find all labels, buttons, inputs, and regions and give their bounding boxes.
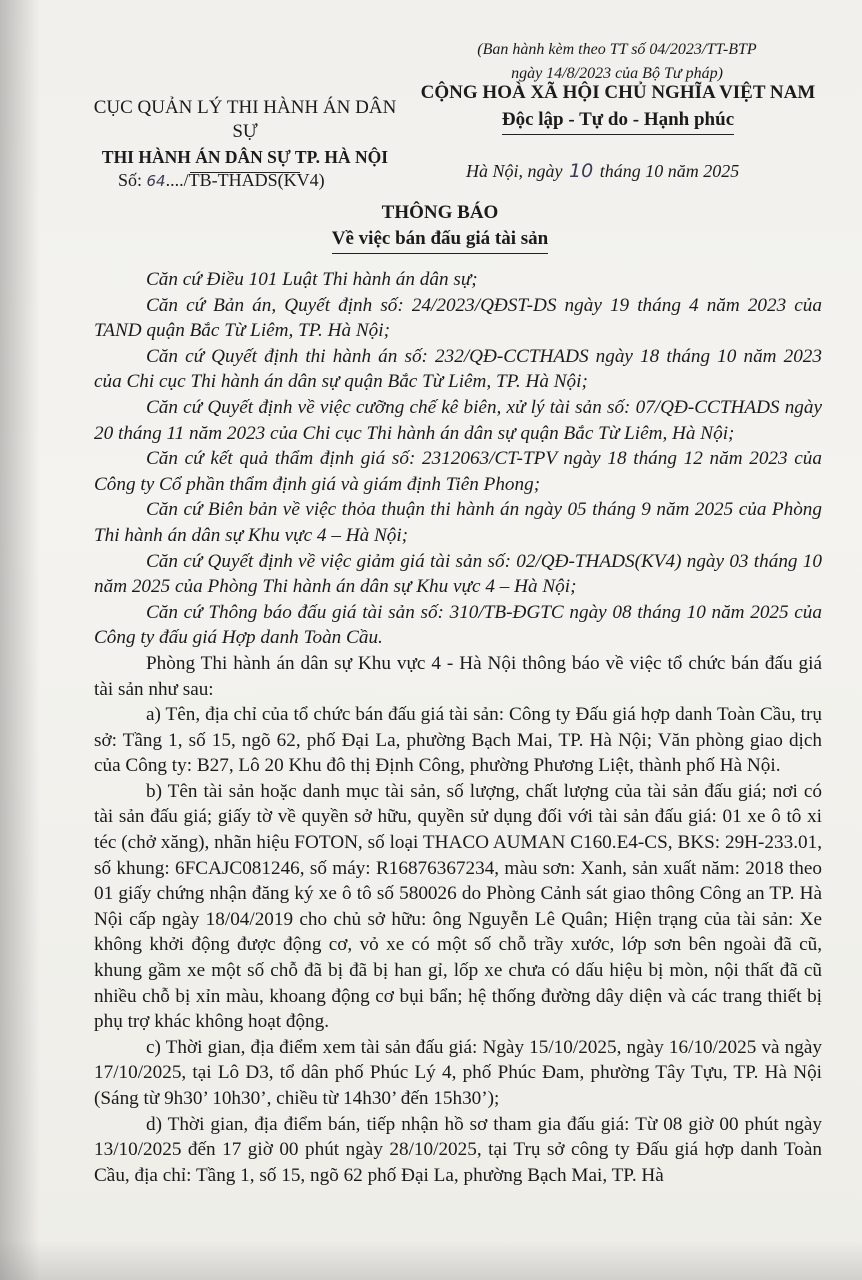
agency-parent-name: CỤC QUẢN LÝ THI HÀNH ÁN DÂN SỰ [93, 97, 397, 142]
handwritten-number: 64 [146, 172, 166, 190]
document-number-prefix: Số: [118, 170, 147, 190]
legal-basis-6: Căn cứ Biên bản về việc thỏa thuận thi hành án ngày 05 tháng 9 năm 2025 của Phòng Thi hành án dân sự Khu vực 4 – Hà Nội; [94, 499, 822, 546]
document-body [94, 267, 822, 1188]
legal-basis-5: Căn cứ kết quả thẩm định giá số: 2312063/CT-TPV ngày 18 tháng 12 năm 2023 của Công ty Cổ phần thẩm định giá và giám định Tiên Phong; [94, 448, 822, 495]
legal-basis-note-line1: (Ban hành kèm theo TT số 04/2023/TT-BTP [477, 41, 757, 58]
legal-basis-1: Căn cứ Điều 101 Luật Thi hành án dân sự; [146, 269, 478, 290]
document-number [118, 170, 325, 191]
item-a: a) Tên, địa chỉ của tổ chức bán đấu giá tài sản: Công ty Đấu giá hợp danh Toàn Cầu, trụ sở: Tầng 1, số 15, ngõ 62, phố Đại La, phường Bạch Mai, TP. Hà Nội; Văn phòng giao dịch của Công ty: B27, Lô 20 Khu đô thị Định Công, phường Phương Liệt, thành phố Hà Nội. [94, 704, 822, 777]
document-title [230, 200, 650, 254]
legal-basis-note-line2: ngày 14/8/2023 của Bộ Tư pháp) [511, 65, 723, 82]
page-bottom-shadow [0, 1240, 862, 1280]
date-prefix: Hà Nội, ngày [466, 161, 567, 181]
item-c: c) Thời gian, địa điểm xem tài sản đấu giá: Ngày 15/10/2025, ngày 16/10/2025 và ngày 17/10/2025, tại Lô D3, tổ dân phố Phúc Lý 4, phố Phúc Đam, phường Tây Tựu, TP. Hà Nội (Sáng từ 9h30’ 10h30’, chiều từ 14h30’ đến 15h30’); [94, 1036, 822, 1109]
item-b: b) Tên tài sản hoặc danh mục tài sản, số lượng, chất lượng của tài sản đấu giá; nơi có tài sản đấu giá; giấy tờ về quyền sở hữu, quyền sử dụng đối với tài sản đấu giá: 01 xe ô tô xi téc (chở xăng), nhãn hiệu FOTON, số loại THACO AUMAN C160.E4-CS, BKS: 29H-233.01, số khung: 6FCAJC081246, số máy: R16876367234, màu sơn: Xanh, sản xuất năm: 2018 theo 01 giấy chứng nhận đăng ký xe ô tô số 580026 do Phòng Cảnh sát giao thông Công an TP. Hà Nội cấp ngày 18/04/2019 cho chủ sở hữu: ông Nguyễn Lê Quân; Hiện trạng của tài sản: Xe không khởi động được động cơ, vỏ xe có một số chỗ trầy xước, lớp sơn bên ngoài đã cũ, khung gầm xe một số chỗ đã bị đã bị han gỉ, lốp xe chưa có dấu hiệu bị mòn, nội thất đã cũ nhiều chỗ bị xỉn màu, khoang động cơ bụi bẩn; hệ thống đường dây diện và các trang thiết bị phụ trợ khác không hoạt động. [94, 780, 822, 1033]
motto: Độc lập - Tự do - Hạnh phúc [502, 106, 734, 135]
item-d: d) Thời gian, địa điểm bán, tiếp nhận hồ sơ tham gia đấu giá: Từ 08 giờ 00 phút ngày 13/10/2025 đến 17 giờ 00 phút ngày 28/10/2025, tại Trụ sở công ty Đấu giá hợp danh Toàn Cầu, địa chỉ: Tầng 1, số 15, ngõ 62 phố Đại La, phường Bạch Mai, TP. Hà [94, 1113, 822, 1186]
date-suffix: tháng 10 năm 2025 [595, 161, 740, 181]
document-number-suffix: ..../TB-THADS(KV4) [165, 170, 325, 190]
page-edge-shadow [0, 0, 40, 1280]
intro-paragraph: Phòng Thi hành án dân sự Khu vực 4 - Hà Nội thông báo về việc tổ chức bán đấu giá tài sản như sau: [94, 652, 822, 700]
issuing-agency [80, 96, 410, 173]
legal-basis-note [452, 38, 782, 86]
legal-basis-2: Căn cứ Bản án, Quyết định số: 24/2023/QĐST-DS ngày 19 tháng 4 năm 2023 của TAND quận Bắc Từ Liêm, TP. Hà Nội; [94, 294, 822, 342]
document-date [466, 160, 739, 182]
title-main: THÔNG BÁO [381, 202, 499, 223]
title-subject: Về việc bán đấu giá tài sản [332, 226, 548, 254]
agency-name: THI HÀNH ÁN DÂN SỰ TP. HÀ NỘI [101, 147, 389, 167]
nation-name: CỘNG HOÀ XÃ HỘI CHỦ NGHĨA VIỆT NAM [420, 82, 816, 103]
legal-basis-7: Căn cứ Quyết định về việc giảm giá tài sản số: 02/QĐ-THADS(KV4) ngày 03 tháng 10 năm 2025 của Phòng Thi hành án dân sự Khu vực 4 – Hà Nội; [94, 550, 822, 598]
legal-basis-8: Căn cứ Thông báo đấu giá tài sản số: 310/TB-ĐGTC ngày 08 tháng 10 năm 2025 của Công ty đấu giá Hợp danh Toàn Cầu. [94, 601, 822, 649]
handwritten-day: 10 [569, 160, 594, 182]
national-motto [418, 80, 818, 135]
legal-basis-4: Căn cứ Quyết định về việc cưỡng chế kê biên, xử lý tài sản số: 07/QĐ-CCTHADS ngày 20 tháng 11 năm 2023 của Chi cục Thi hành án dân sự quận Bắc Từ Liêm, Hà Nội; [94, 396, 822, 444]
legal-basis-3: Căn cứ Quyết định thi hành án số: 232/QĐ-CCTHADS ngày 18 tháng 10 năm 2023 của Chi cục Thi hành án dân sự quận Bắc Từ Liêm, TP. Hà Nội; [94, 345, 822, 393]
